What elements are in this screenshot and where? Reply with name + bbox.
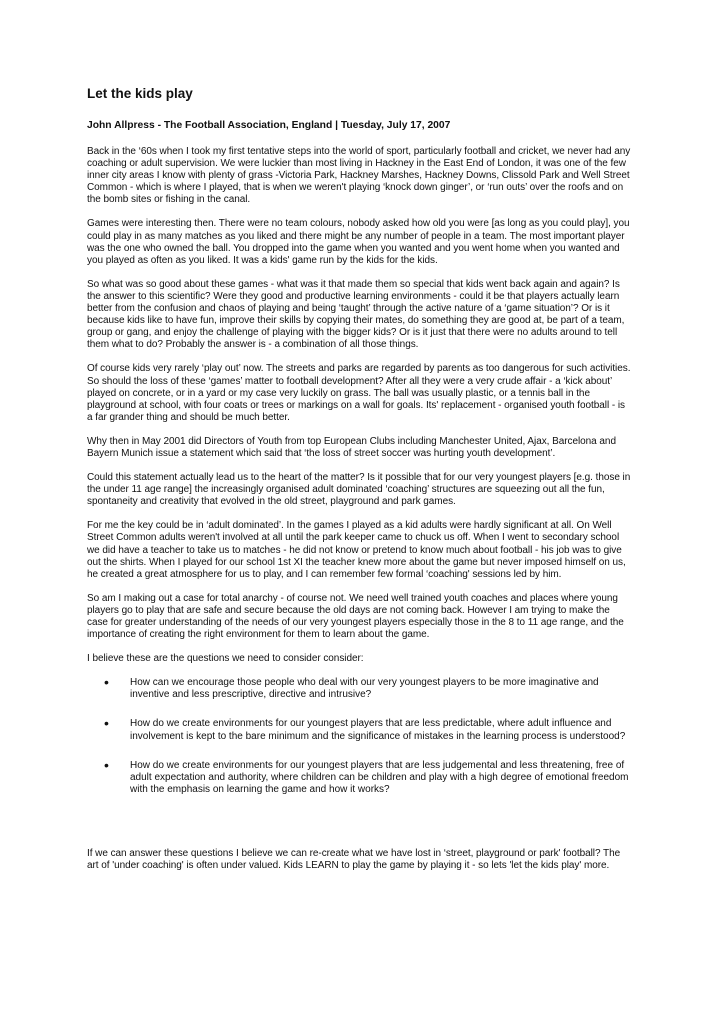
paragraph: So what was so good about these games - what was it that made them so special that kids went back again and again? Is the answer to this scientific? Were they good and productive learning environments - could it be that players actually learn better from the confusion and chaos of playing and being ‘taught’ through the active nature of a ‘game situation’? Or is it because kids like to have fun, improve their skills by copying their mates, do something they are good at, be part of a team, group or gang, and enjoy the challenge of playing with the bigger kids? Or is it just that there were no adults around to tell them what to do? Probably the answer is - a combination of all those things. — [87, 278, 625, 351]
questions-intro: I believe these are the questions we need to consider consider: — [87, 653, 364, 665]
paragraph: For me the key could be in ‘adult dominated’. In the games I played as a kid adults were hardly significant at all. On Well Street Common adults weren't involved at all until the park keeper came to chuck us off. When I went to secondary school we did have a teacher to take us to matches - he did not know or pretend to know much about football - his job was to give out the shirts. When I played for our school 1st XI the teacher knew more about the game but never imposed himself on us, he created a great atmosphere for us to play, and I can remember few formal ‘coaching' sessions led by him. — [87, 520, 626, 580]
list-item-text: How do we create environments for our youngest players that are less judgemental and less threatening, free of adult expectation and authority, where children can be children and play with a high degree of emotional freedom with the emphasis on learning the game and how it works? — [130, 759, 629, 795]
list-item-text: How do we create environments for our youngest players that are less predictable, where adult influence and involvement is kept to the bare minimum and the significance of mistakes in the learning process is understood? — [130, 718, 626, 742]
list-item — [87, 756, 633, 796]
bullet-icon: • — [104, 674, 109, 691]
paragraph: Games were interesting then. There were no team colours, nobody asked how old you were [as long as you could play], you could play in as many matches as you liked and there might be any number of people in a team. The most important player was the one who owned the ball. You dropped into the game when you wanted and you went home when you wanted and you played as often as you liked. It was a kids' game run by the kids for the kids. — [87, 218, 630, 266]
article-byline: John Allpress - The Football Association, England | Tuesday, July 17, 2007 — [87, 120, 451, 131]
bullet-icon: • — [104, 756, 109, 773]
paragraph: Why then in May 2001 did Directors of Youth from top European Clubs including Manchester United, Ajax, Barcelona and Bayern Munich issue a statement which said that ‘the loss of street soccer was hurting youth development’. — [87, 435, 616, 459]
list-item — [87, 674, 633, 701]
article-title: Let the kids play — [87, 86, 193, 101]
document-page — [87, 86, 633, 884]
paragraph: Could this statement actually lead us to the heart of the matter? Is it possible that for our very youngest players [e.g. those in the under 11 age range] the increasingly organised adult dominated ‘coaching’ structures are squeezing out all the fun, spontaneity and creativity that evolved in the old street, playground and park games. — [87, 472, 631, 508]
paragraph: So am I making out a case for total anarchy - of course not. We need well trained youth coaches and places where young players go to play that are safe and secure because the old days are not coming back. However I am trying to make the case for greater understanding of the needs of our very youngest players especially those in the 8 to 11 age range, and the importance of creating the right environment for them to learn about the game. — [87, 592, 624, 641]
paragraph: Of course kids very rarely ‘play out’ now. The streets and parks are regarded by parents as too dangerous for such activities. So should the loss of these ‘games’ matter to football development? After all they were a very crude affair - a ‘kick about’ played on concrete, or in a yard or my case very luckily on grass. The ball was usually plastic, or a tennis ball in the playground at school, with four coats or trees or markings on a wall for goals. Its' replacement - organised youth football - is a far grander thing and should be much better. — [87, 363, 631, 423]
list-item-text: How can we encourage those people who deal with our very youngest players to be more imaginative and inventive and less prescriptive, directive and intrusive? — [130, 677, 599, 701]
paragraph: Back in the ‘60s when I took my first tentative steps into the world of sport, particularly football and cricket, we never had any coaching or adult supervision. We were luckier than most living in Hackney in the East End of London, it was one of the few inner city areas I know with plenty of grass -Victoria Park, Hackney Marshes, Hackney Downs, Clissold Park and Well Street Common - which is where I played, that is when we weren't playing ‘knock down ginger’, or ‘run outs’ over the roofs and on the bomb sites or fishing in the canal. — [87, 146, 631, 206]
bullet-icon: • — [104, 715, 109, 732]
list-item — [87, 715, 633, 742]
questions-list — [87, 674, 633, 796]
closing-paragraph: If we can answer these questions I believe we can re-create what we have lost in ‘street, playground or park' football? The art of 'under coaching' is often under valued. Kids LEARN to play the game by playing it - so lets 'let the kids play' more. — [87, 847, 621, 872]
